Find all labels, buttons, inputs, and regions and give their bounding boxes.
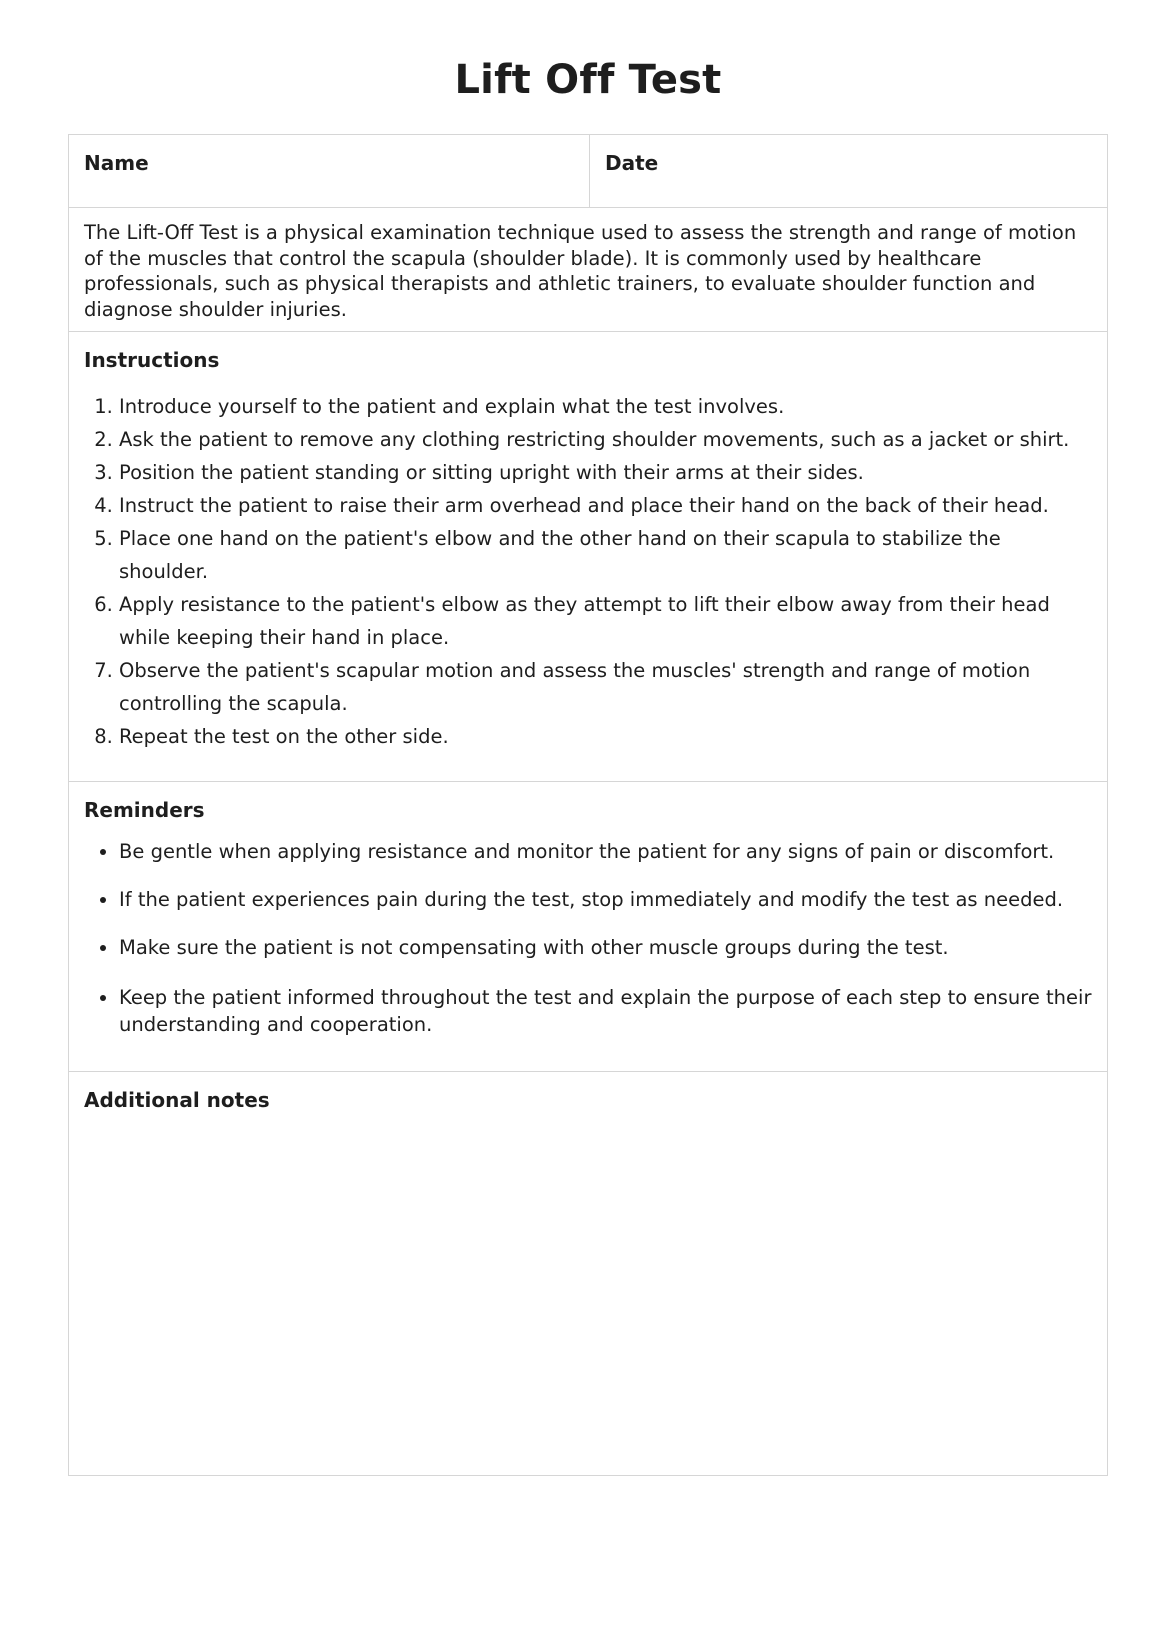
reminder-item: • If the patient experiences pain during the test, stop immediately and modify the test as needed. (119, 886, 1094, 913)
name-label: Name (84, 151, 149, 175)
instructions-list (84, 390, 1094, 753)
instruction-step: 4. Instruct the patient to raise their arm overhead and place their hand on the back of their head. (119, 489, 1094, 522)
additional-notes-section[interactable] (69, 1072, 1107, 1475)
date-label: Date (605, 151, 659, 175)
document-title: Lift Off Test (454, 57, 722, 103)
name-field[interactable] (69, 135, 590, 207)
instruction-step: 8. Repeat the test on the other side. (119, 720, 1094, 753)
reminder-item: • Make sure the patient is not compensating with other muscle groups during the test. (119, 934, 1094, 961)
reminders-heading: Reminders (84, 798, 205, 822)
name-date-row (69, 135, 1107, 208)
reminders-list (84, 838, 1094, 1059)
instruction-step: 3. Position the patient standing or sitting upright with their arms at their sides. (119, 456, 1094, 489)
instruction-step: 7. Observe the patient's scapular motion and assess the muscles' strength and range of motion controlling the scapula. (119, 654, 1094, 720)
reminder-item: • Be gentle when applying resistance and monitor the patient for any signs of pain or discomfort. (119, 838, 1094, 865)
reminder-item: • Keep the patient informed throughout the test and explain the purpose of each step to ensure their understanding and cooperation. (119, 984, 1094, 1038)
instructions-heading: Instructions (84, 348, 220, 372)
additional-notes-heading: Additional notes (84, 1088, 270, 1112)
reminders-section (69, 782, 1107, 1072)
instruction-step: 5. Place one hand on the patient's elbow and the other hand on their scapula to stabilize the shoulder. (119, 522, 1094, 588)
instructions-section (69, 332, 1107, 782)
intro-row (69, 208, 1107, 332)
instruction-step: 2. Ask the patient to remove any clothing restricting shoulder movements, such as a jacket or shirt. (119, 423, 1094, 456)
instruction-step: 6. Apply resistance to the patient's elbow as they attempt to lift their elbow away from their head while keeping their hand in place. (119, 588, 1094, 654)
form-table (68, 134, 1108, 1476)
date-field[interactable] (590, 135, 1107, 207)
intro-text: The Lift-Off Test is a physical examination technique used to assess the strength and range of motion of the muscles that control the scapula (shoulder blade). It is commonly used by healthcare professionals, such as physical therapists and athletic trainers, to evaluate shoulder function and diagnose shoulder injuries. (84, 221, 1077, 321)
instruction-step: 1. Introduce yourself to the patient and explain what the test involves. (119, 390, 1094, 423)
